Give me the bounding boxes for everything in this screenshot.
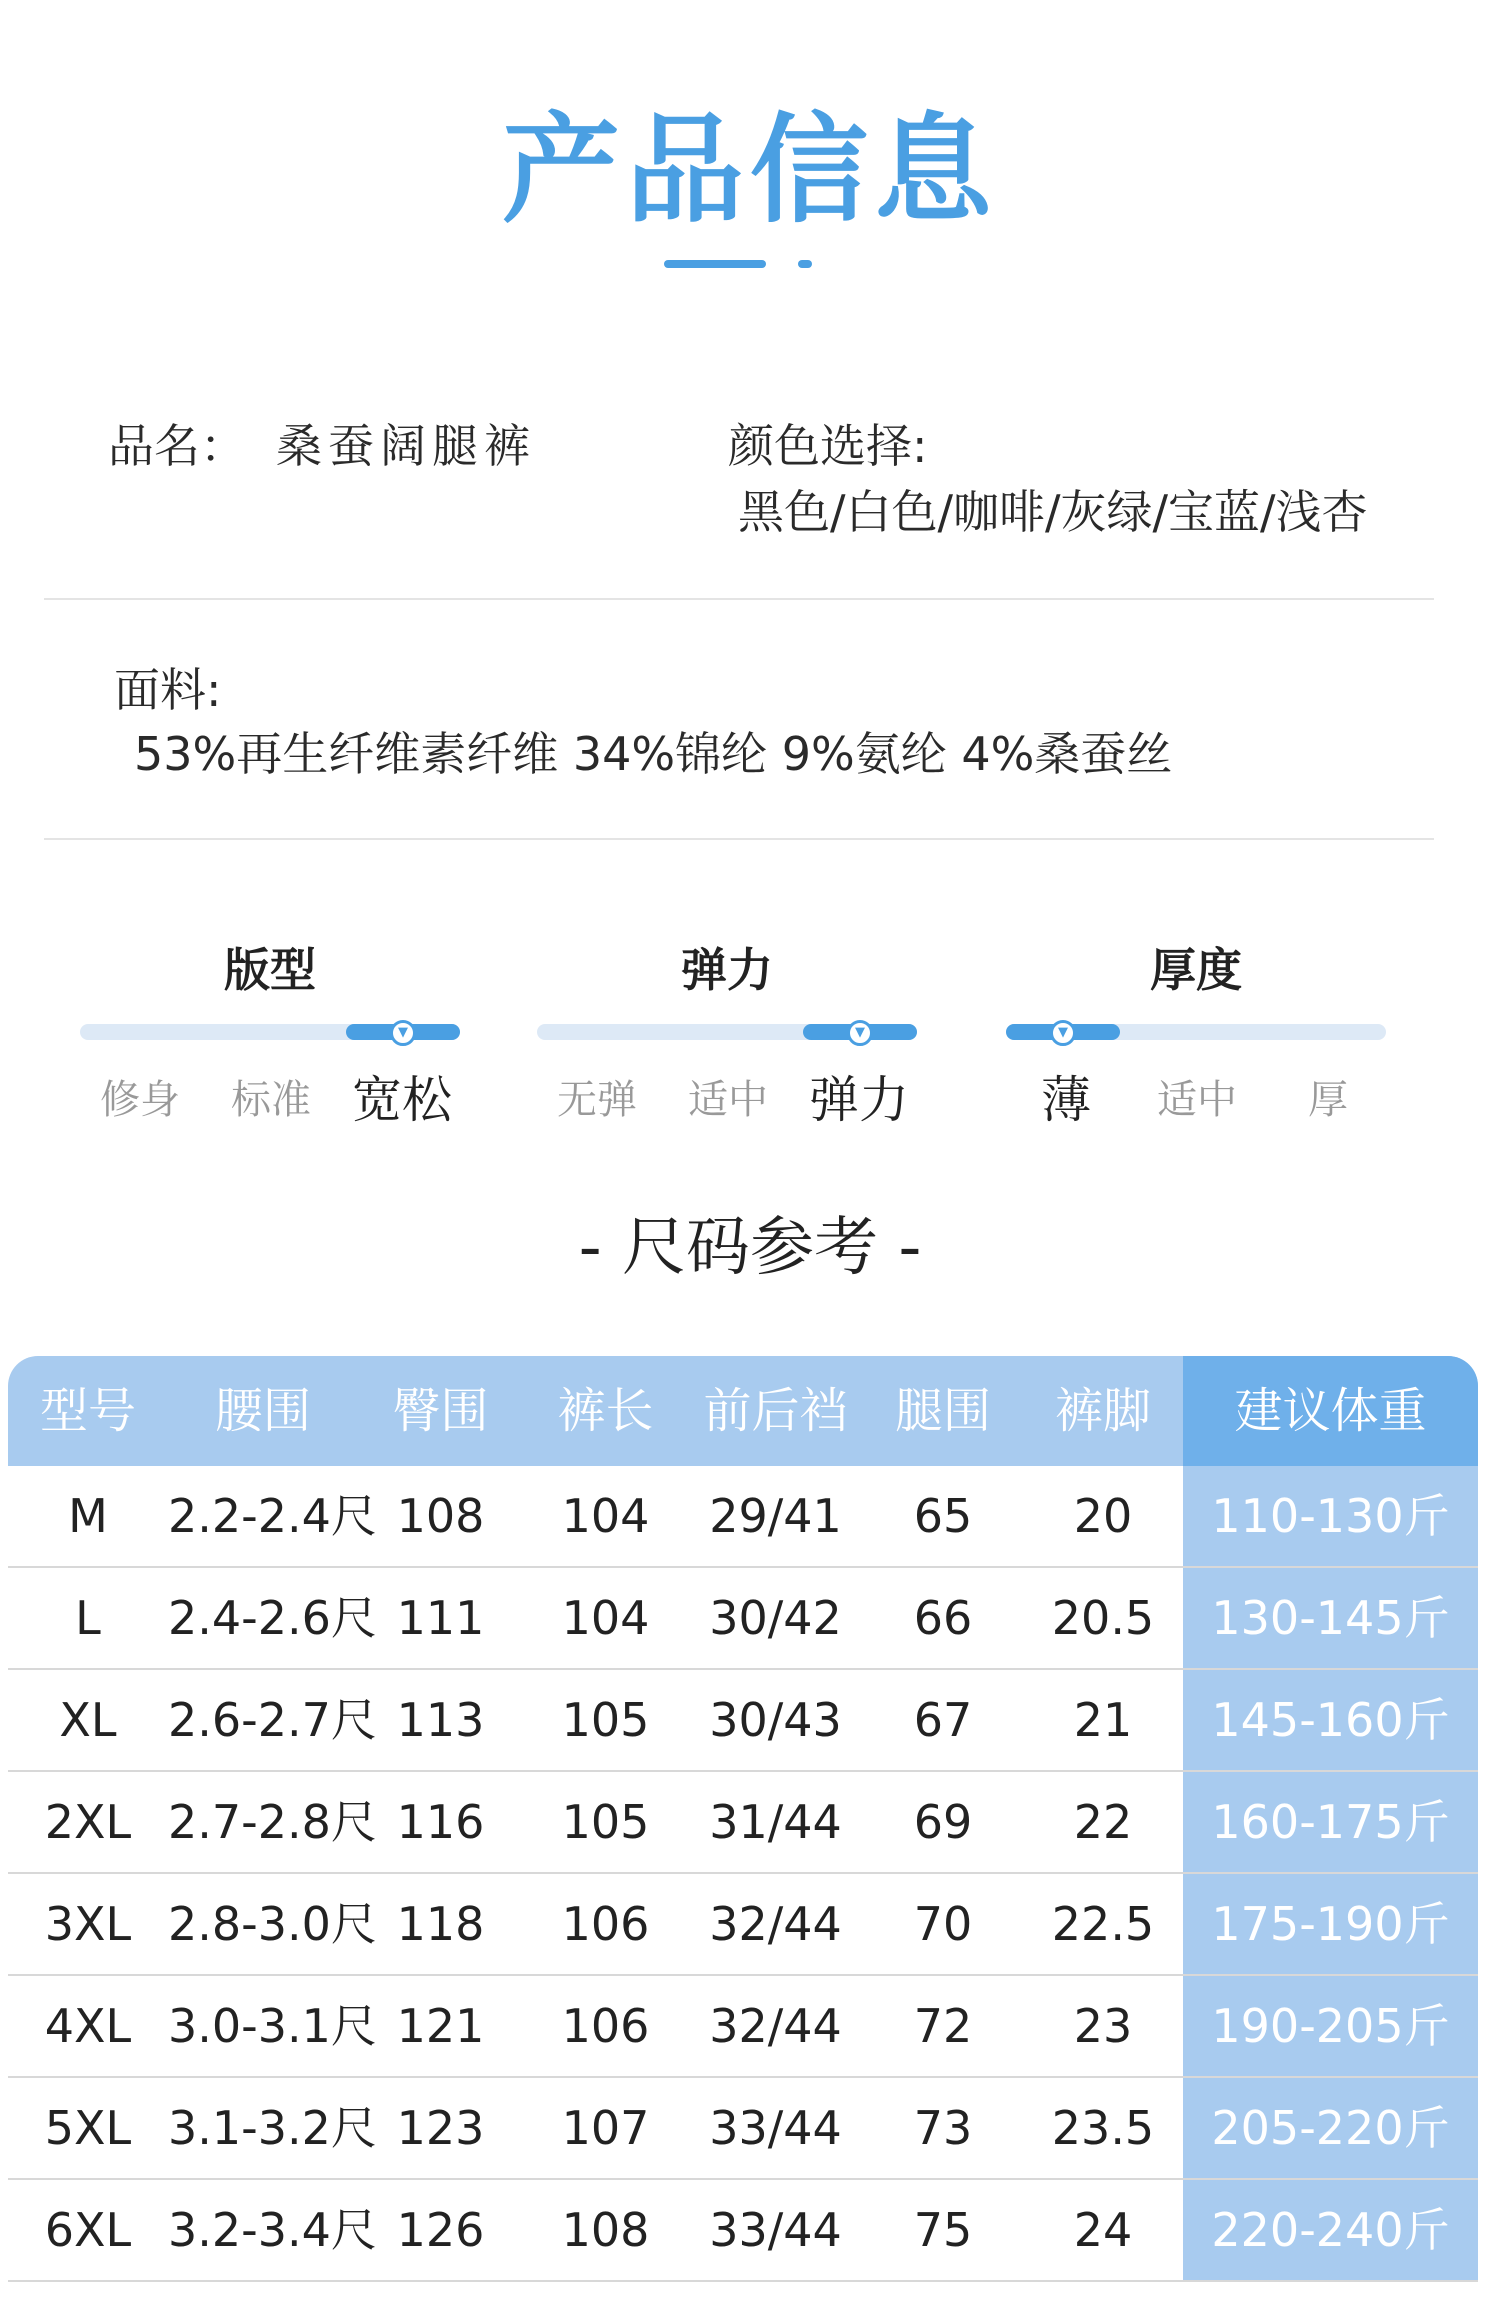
table-cell: 105 — [561, 1693, 650, 1747]
table-cell: 2XL — [44, 1795, 132, 1849]
table-row — [8, 1568, 1478, 1670]
table-row — [8, 1670, 1478, 1772]
table-cell: 20 — [1073, 1489, 1133, 1543]
table-cell: 24 — [1073, 2203, 1133, 2257]
table-cell: 123 — [396, 2101, 485, 2155]
table-cell: 113 — [396, 1693, 485, 1747]
scale-title: 弹力 — [681, 943, 773, 997]
column-header: 臀围 — [392, 1383, 489, 1439]
table-header — [8, 1356, 1478, 1466]
size-reference-heading: - 尺码参考 - — [578, 1211, 922, 1285]
table-cell: 2.4-2.6尺 — [168, 1591, 377, 1645]
table-cell: 69 — [913, 1795, 973, 1849]
column-header: 裤脚 — [1054, 1383, 1151, 1439]
color-value: 黑色/白色/咖啡/灰绿/宝蓝/浅杏 — [738, 485, 1368, 539]
table-cell: 23.5 — [1051, 2101, 1155, 2155]
table-cell: 33/44 — [709, 2101, 842, 2155]
suggested-weight-cell: 175-190斤 — [1183, 1874, 1478, 1974]
table-cell: 22 — [1073, 1795, 1133, 1849]
scale-title: 厚度 — [1150, 943, 1242, 997]
table-row — [8, 1874, 1478, 1976]
fabric-label: 面料: — [114, 663, 222, 717]
divider — [44, 838, 1434, 840]
scale-knob-icon: ▼ — [1050, 1020, 1076, 1046]
scale-knob-icon: ▼ — [390, 1020, 416, 1046]
scale-option: 无弹 — [557, 1077, 637, 1123]
title-underline — [664, 260, 766, 268]
suggested-weight-cell: 160-175斤 — [1183, 1772, 1478, 1872]
table-cell: 111 — [396, 1591, 485, 1645]
table-cell: 67 — [913, 1693, 973, 1747]
scale-option: 修身 — [100, 1077, 180, 1123]
table-cell: M — [68, 1489, 108, 1543]
table-cell: 32/44 — [709, 1999, 842, 2053]
table-cell: 3XL — [44, 1897, 132, 1951]
suggested-weight-cell: 145-160斤 — [1183, 1670, 1478, 1770]
scale-elasticity — [537, 940, 917, 1140]
column-header: 腿围 — [894, 1383, 991, 1439]
table-cell: 21 — [1073, 1693, 1133, 1747]
table-cell: 104 — [561, 1489, 650, 1543]
table-cell: 126 — [396, 2203, 485, 2257]
table-cell: XL — [59, 1693, 117, 1747]
table-cell: 2.7-2.8尺 — [168, 1795, 377, 1849]
scale-thickness — [1006, 940, 1386, 1140]
scale-option: 标准 — [231, 1077, 311, 1123]
table-row — [8, 1772, 1478, 1874]
table-cell: 3.2-3.4尺 — [168, 2203, 377, 2257]
scale-option: 适中 — [688, 1077, 768, 1123]
table-cell: 108 — [396, 1489, 485, 1543]
table-cell: 118 — [396, 1897, 485, 1951]
table-row — [8, 2078, 1478, 2180]
table-cell: 22.5 — [1051, 1897, 1155, 1951]
column-header: 前后裆 — [703, 1383, 848, 1439]
color-label: 颜色选择: — [728, 419, 928, 473]
table-cell: 104 — [561, 1591, 650, 1645]
size-table — [8, 1356, 1478, 2282]
scale-option-selected: 宽松 — [352, 1071, 452, 1129]
table-cell: 66 — [913, 1591, 973, 1645]
scale-title: 版型 — [224, 943, 316, 997]
table-cell: 70 — [913, 1897, 973, 1951]
table-row — [8, 1466, 1478, 1568]
scale-option: 厚 — [1308, 1077, 1348, 1123]
table-cell: 23 — [1073, 1999, 1133, 2053]
table-cell: 106 — [561, 1897, 650, 1951]
table-cell: 5XL — [44, 2101, 132, 2155]
column-header: 建议体重 — [1183, 1356, 1478, 1466]
table-body — [8, 1466, 1478, 2282]
page-title: 产品信息 — [501, 101, 998, 239]
table-cell: 3.1-3.2尺 — [168, 2101, 377, 2155]
table-cell: 30/42 — [709, 1591, 842, 1645]
table-cell: 65 — [913, 1489, 973, 1543]
product-name-value: 桑蚕阔腿裤 — [276, 419, 536, 473]
table-cell: 106 — [561, 1999, 650, 2053]
suggested-weight-cell: 190-205斤 — [1183, 1976, 1478, 2076]
table-cell: 6XL — [44, 2203, 132, 2257]
table-cell: 2.6-2.7尺 — [168, 1693, 377, 1747]
column-header: 型号 — [39, 1383, 136, 1439]
suggested-weight-cell: 130-145斤 — [1183, 1568, 1478, 1668]
table-row — [8, 2180, 1478, 2282]
scale-fit — [80, 940, 460, 1140]
table-cell: 2.2-2.4尺 — [168, 1489, 377, 1543]
table-cell: 121 — [396, 1999, 485, 2053]
table-cell: 4XL — [44, 1999, 132, 2053]
divider — [44, 598, 1434, 600]
suggested-weight-cell: 205-220斤 — [1183, 2078, 1478, 2178]
suggested-weight-cell: 220-240斤 — [1183, 2180, 1478, 2280]
table-cell: 116 — [396, 1795, 485, 1849]
column-header: 腰围 — [214, 1383, 311, 1439]
table-cell: 33/44 — [709, 2203, 842, 2257]
table-cell: 73 — [913, 2101, 973, 2155]
table-cell: 75 — [913, 2203, 973, 2257]
title-underline-dot — [798, 260, 812, 268]
table-cell: 105 — [561, 1795, 650, 1849]
table-cell: 30/43 — [709, 1693, 842, 1747]
table-row — [8, 1976, 1478, 2078]
scale-option: 适中 — [1157, 1077, 1237, 1123]
suggested-weight-cell: 110-130斤 — [1183, 1466, 1478, 1566]
table-cell: L — [75, 1591, 101, 1645]
table-cell: 108 — [561, 2203, 650, 2257]
table-cell: 29/41 — [709, 1489, 842, 1543]
fabric-value: 53%再生纤维素纤维 34%锦纶 9%氨纶 4%桑蚕丝 — [134, 727, 1173, 781]
table-cell: 107 — [561, 2101, 650, 2155]
scale-option-selected: 弹力 — [809, 1071, 909, 1129]
table-cell: 2.8-3.0尺 — [168, 1897, 377, 1951]
column-header: 裤长 — [557, 1383, 654, 1439]
scale-knob-icon: ▼ — [847, 1020, 873, 1046]
scale-option-selected: 薄 — [1041, 1071, 1091, 1129]
table-cell: 31/44 — [709, 1795, 842, 1849]
product-name-label: 品名： — [108, 419, 246, 473]
table-cell: 32/44 — [709, 1897, 842, 1951]
table-cell: 72 — [913, 1999, 973, 2053]
table-cell: 20.5 — [1051, 1591, 1155, 1645]
table-cell: 3.0-3.1尺 — [168, 1999, 377, 2053]
